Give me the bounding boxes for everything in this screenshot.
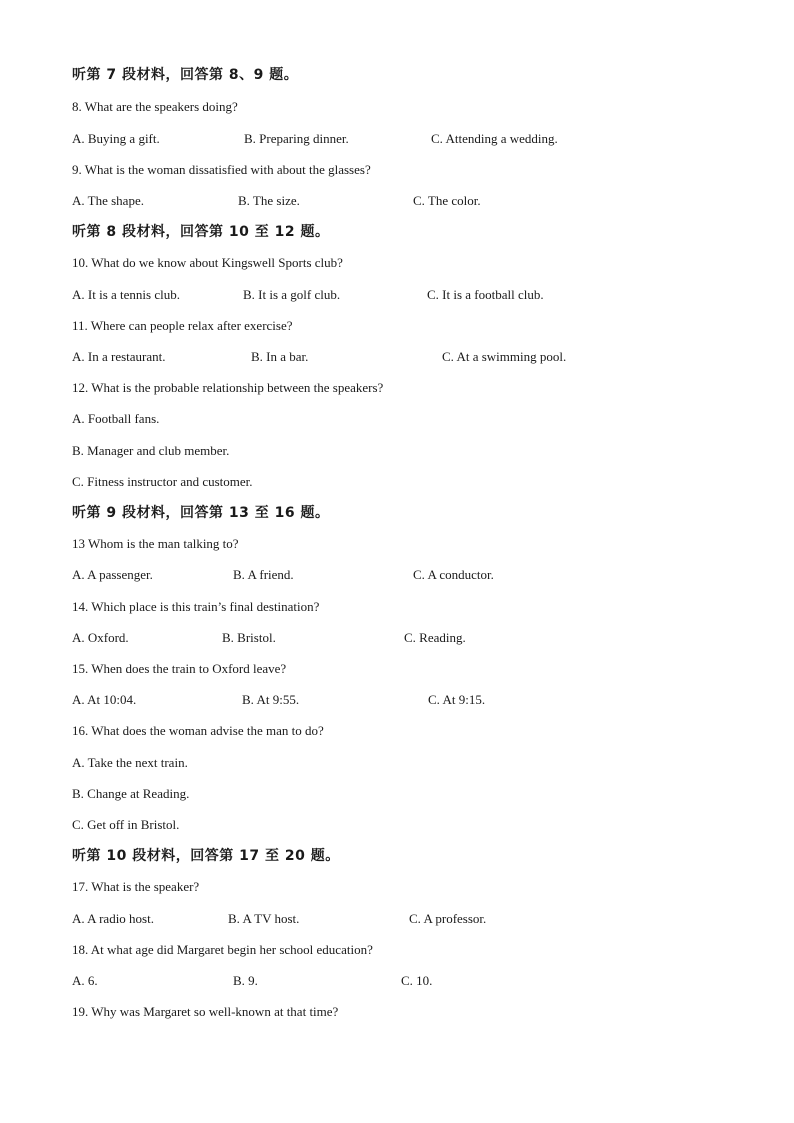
options-row: [72, 630, 722, 646]
option-a: A. The shape.: [72, 193, 144, 208]
option-a: A. Oxford.: [72, 630, 129, 645]
option-b: B. Preparing dinner.: [244, 131, 349, 146]
option-a: A. A radio host.: [72, 911, 154, 926]
section-heading: 听第 7 段材料，回答第 8、9 题。: [72, 67, 299, 83]
option-a: A. It is a tennis club.: [72, 287, 180, 302]
option-a: A. A passenger.: [72, 567, 153, 582]
question-text: 17. What is the speaker?: [72, 879, 200, 894]
option-c: C. The color.: [413, 193, 481, 208]
option-b: B. 9.: [233, 973, 258, 988]
options-row: [72, 193, 722, 209]
option-b: B. Change at Reading.: [72, 786, 190, 801]
option-b: B. Bristol.: [222, 630, 276, 645]
question-text: 15. When does the train to Oxford leave?: [72, 661, 287, 676]
question-text: 13 Whom is the man talking to?: [72, 536, 239, 551]
option-c: C. At a swimming pool.: [442, 349, 567, 364]
option-b: B. It is a golf club.: [243, 287, 341, 302]
option-b: B. Manager and club member.: [72, 443, 230, 458]
question-text: 10. What do we know about Kingswell Sports club?: [72, 255, 343, 270]
question-text: 8. What are the speakers doing?: [72, 99, 238, 114]
question-text: 19. Why was Margaret so well-known at that time?: [72, 1004, 339, 1019]
option-c: C. A professor.: [409, 911, 487, 926]
option-a: A. In a restaurant.: [72, 349, 166, 364]
question-text: 11. Where can people relax after exercise?: [72, 318, 293, 333]
options-row: [72, 567, 722, 583]
question-text: 12. What is the probable relationship between the speakers?: [72, 380, 384, 395]
question-text: 16. What does the woman advise the man to do?: [72, 723, 324, 738]
option-b: B. At 9:55.: [242, 692, 300, 707]
section-heading: 听第 8 段材料，回答第 10 至 12 题。: [72, 224, 330, 240]
option-a: A. Take the next train.: [72, 755, 188, 770]
option-b: B. In a bar.: [251, 349, 309, 364]
question-text: 14. Which place is this train’s final destination?: [72, 599, 320, 614]
section-heading: 听第 10 段材料，回答第 17 至 20 题。: [72, 848, 340, 864]
option-a: A. 6.: [72, 973, 98, 988]
option-b: B. The size.: [238, 193, 300, 208]
option-c: C. It is a football club.: [427, 287, 544, 302]
options-row: [72, 911, 722, 927]
option-c: C. A conductor.: [413, 567, 494, 582]
question-text: 18. At what age did Margaret begin her school education?: [72, 942, 373, 957]
option-c: C. Get off in Bristol.: [72, 817, 180, 832]
option-c: C. 10.: [401, 973, 433, 988]
options-row: [72, 287, 722, 303]
question-text: 9. What is the woman dissatisfied with about the glasses?: [72, 162, 371, 177]
section-heading: 听第 9 段材料，回答第 13 至 16 题。: [72, 505, 330, 521]
option-a: A. Buying a gift.: [72, 131, 160, 146]
option-b: B. A TV host.: [228, 911, 300, 926]
options-row: [72, 973, 722, 989]
option-c: C. At 9:15.: [428, 692, 486, 707]
option-a: A. At 10:04.: [72, 692, 137, 707]
options-row: [72, 131, 722, 147]
options-row: [72, 692, 722, 708]
option-b: B. A friend.: [233, 567, 294, 582]
options-row: [72, 349, 722, 365]
option-c: C. Fitness instructor and customer.: [72, 474, 253, 489]
option-c: C. Attending a wedding.: [431, 131, 558, 146]
option-c: C. Reading.: [404, 630, 466, 645]
option-a: A. Football fans.: [72, 411, 160, 426]
